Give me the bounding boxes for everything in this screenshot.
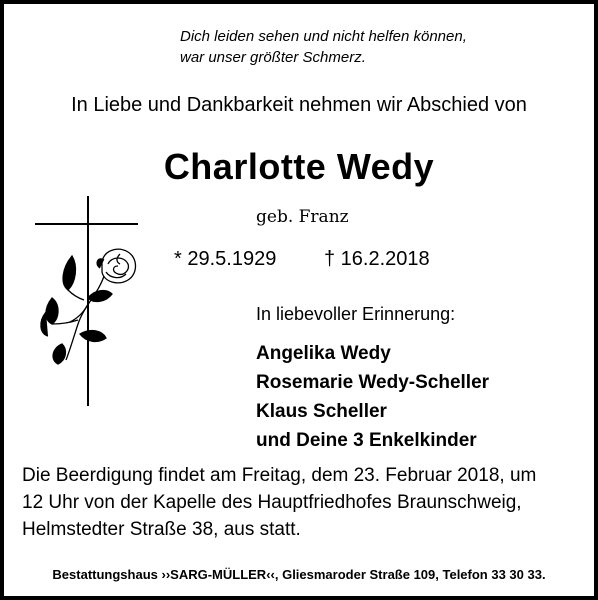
motto-line-2: war unser größter Schmerz. <box>180 49 366 66</box>
funeral-line-1: Die Beerdigung findet am Freitag, dem 23. Februar 2018, um <box>22 465 537 486</box>
family-member: Angelika Wedy <box>256 343 391 364</box>
family-list <box>256 339 489 455</box>
farewell-intro: In Liebe und Dankbarkeit nehmen wir Abschied von <box>71 94 527 116</box>
cross-rose-graphic <box>32 194 152 409</box>
funeral-line-3: Helmstedter Straße 38, aus statt. <box>22 519 301 540</box>
maiden-name: geb. Franz <box>256 207 349 227</box>
deceased-name: Charlotte Wedy <box>163 146 435 187</box>
family-member: und Deine 3 Enkelkinder <box>256 430 477 451</box>
funeral-home-footer: Bestattungshaus ››SARG-MÜLLER‹‹, Gliesmaroder Straße 109, Telefon 33 30 33. <box>52 567 546 582</box>
family-member: Klaus Scheller <box>256 401 387 422</box>
funeral-line-2: 12 Uhr von der Kapelle des Hauptfriedhofes Braunschweig, <box>22 492 522 513</box>
funeral-announcement <box>22 462 587 543</box>
family-member: Rosemarie Wedy-Scheller <box>256 372 490 393</box>
motto <box>180 26 540 68</box>
memory-label: In liebevoller Erinnerung: <box>256 304 456 324</box>
birth-date: * 29.5.1929 <box>174 248 277 270</box>
death-date: † 16.2.2018 <box>324 248 430 270</box>
motto-line-1: Dich leiden sehen und nicht helfen können, <box>180 28 467 45</box>
